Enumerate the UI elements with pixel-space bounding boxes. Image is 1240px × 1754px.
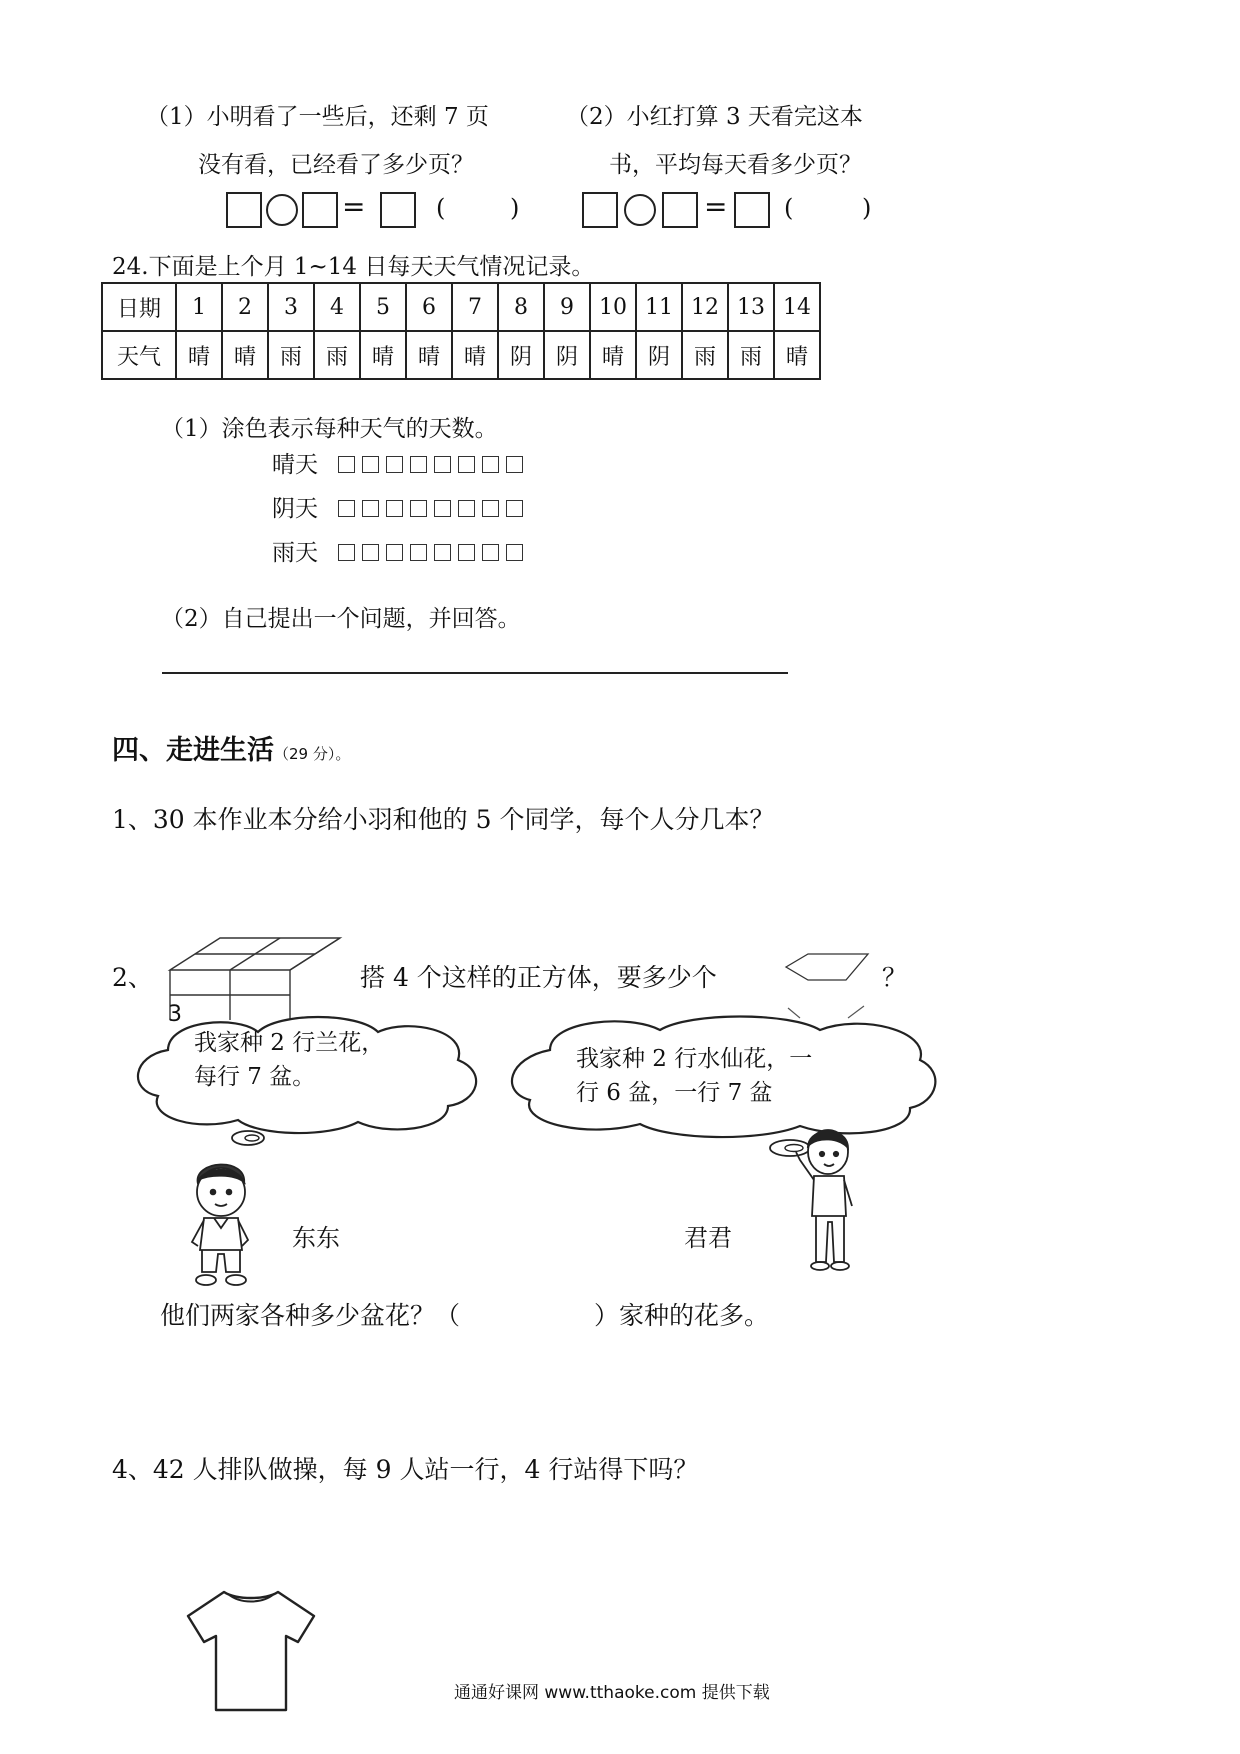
answer-box[interactable] <box>582 192 618 228</box>
table-cell: 晴 <box>360 331 406 379</box>
q24-title: 24.下面是上个月 1~14 日每天天气情况记录。 <box>112 254 595 280</box>
table-cell: 晴 <box>590 331 636 379</box>
table-cell: 3 <box>268 283 314 331</box>
table-cell: 11 <box>636 283 682 331</box>
life-q2-text: 搭 4 个这样的正方体，要多少个 <box>360 963 717 992</box>
section-score: （29 分）。 <box>274 745 351 763</box>
q23-part1-line2: 没有看，已经看了多少页？ <box>198 152 474 178</box>
color-box[interactable] <box>338 500 355 517</box>
cloud-left-line1: 我家种 2 行兰花， <box>194 1030 385 1056</box>
section-title-text: 四、走进生活 <box>112 735 274 766</box>
q24-part1: （1）涂色表示每种天气的天数。 <box>161 416 498 442</box>
color-boxes-rainy <box>338 542 530 561</box>
color-box[interactable] <box>482 544 499 561</box>
section-title <box>112 728 350 767</box>
table-cell: 雨 <box>268 331 314 379</box>
color-boxes-sunny <box>338 454 530 473</box>
table-cell: 阴 <box>544 331 590 379</box>
life-q3-part-b: ）家种的花多。 <box>594 1301 770 1330</box>
color-box[interactable] <box>386 544 403 561</box>
color-box[interactable] <box>458 456 475 473</box>
table-cell: 14 <box>774 283 820 331</box>
footer-source: 通通好课网 www.tthaoke.com 提供下载 <box>454 1683 770 1703</box>
category-rainy: 雨天 <box>272 540 318 566</box>
table-row-dates <box>102 283 820 331</box>
q23-part2-line2: 书，平均每天看多少页？ <box>609 152 862 178</box>
boy-junjun-icon <box>792 1126 862 1276</box>
paren-close: ) <box>862 194 872 222</box>
table-cell: 4 <box>314 283 360 331</box>
table-cell: 晴 <box>452 331 498 379</box>
color-box[interactable] <box>410 544 427 561</box>
color-boxes-cloudy <box>338 498 530 517</box>
answer-blank[interactable] <box>494 1298 594 1326</box>
answer-box[interactable] <box>302 192 338 228</box>
table-cell: 雨 <box>728 331 774 379</box>
color-box[interactable] <box>458 500 475 517</box>
life-q1: 1、30 本作业本分给小羽和他的 5 个同学，每个人分几本？ <box>112 805 775 834</box>
color-box[interactable] <box>458 544 475 561</box>
cloud-left-line2: 每行 7 盆。 <box>194 1064 316 1090</box>
table-cell: 阴 <box>498 331 544 379</box>
table-cell: 晴 <box>222 331 268 379</box>
cloud-right-line1: 我家种 2 行水仙花，一 <box>576 1046 813 1072</box>
q23-part1-line1: （1）小明看了一些后，还剩 7 页 <box>146 104 489 130</box>
color-box[interactable] <box>410 500 427 517</box>
table-cell: 2 <box>222 283 268 331</box>
table-header: 日期 <box>102 283 176 331</box>
q23-part2-line1: （2）小红打算 3 天看完这本 <box>566 104 863 130</box>
table-cell: 12 <box>682 283 728 331</box>
table-row-weather <box>102 331 820 379</box>
table-cell: 晴 <box>774 331 820 379</box>
category-cloudy: 阴天 <box>272 496 318 522</box>
color-box[interactable] <box>506 544 523 561</box>
life-q2-end: ？ <box>882 963 908 992</box>
table-cell: 13 <box>728 283 774 331</box>
color-box[interactable] <box>434 456 451 473</box>
color-box[interactable] <box>482 500 499 517</box>
color-box[interactable] <box>482 456 499 473</box>
operator-circle[interactable] <box>624 194 656 226</box>
answer-line[interactable] <box>162 672 788 674</box>
table-cell: 6 <box>406 283 452 331</box>
cube-digit: 3 <box>168 1002 182 1027</box>
table-cell: 雨 <box>682 331 728 379</box>
table-cell: 9 <box>544 283 590 331</box>
answer-box[interactable] <box>380 192 416 228</box>
rhombus-icon <box>784 950 870 984</box>
answer-box[interactable] <box>226 192 262 228</box>
cloud-right-line2: 行 6 盆，一行 7 盆 <box>576 1080 773 1106</box>
equals-sign: = <box>342 190 366 223</box>
color-box[interactable] <box>386 500 403 517</box>
paren-close: ) <box>510 194 520 222</box>
life-q4: 4、42 人排队做操，每 9 人站一行，4 行站得下吗？ <box>112 1455 699 1484</box>
cube-figure-icon <box>160 930 360 1020</box>
paren-open: ( <box>784 194 794 222</box>
color-box[interactable] <box>338 544 355 561</box>
table-cell: 阴 <box>636 331 682 379</box>
table-cell: 晴 <box>406 331 452 379</box>
name-junjun: 君君 <box>684 1224 732 1252</box>
tshirt-icon <box>184 1586 318 1716</box>
color-box[interactable] <box>362 544 379 561</box>
answer-box[interactable] <box>734 192 770 228</box>
name-dongdong: 东东 <box>292 1224 340 1252</box>
color-box[interactable] <box>506 500 523 517</box>
table-cell: 10 <box>590 283 636 331</box>
color-box[interactable] <box>362 456 379 473</box>
life-q2-label: 2、 <box>112 963 153 992</box>
table-cell: 雨 <box>314 331 360 379</box>
table-cell: 7 <box>452 283 498 331</box>
category-sunny: 晴天 <box>272 452 318 478</box>
equals-sign: = <box>704 190 728 223</box>
color-box[interactable] <box>338 456 355 473</box>
table-cell: 8 <box>498 283 544 331</box>
color-box[interactable] <box>434 544 451 561</box>
table-cell: 5 <box>360 283 406 331</box>
weather-table <box>101 282 821 380</box>
table-header: 天气 <box>102 331 176 379</box>
life-q3-part-a: 他们两家各种多少盆花？（ <box>160 1301 461 1330</box>
table-cell: 1 <box>176 283 222 331</box>
color-box[interactable] <box>410 456 427 473</box>
color-box[interactable] <box>434 500 451 517</box>
paren-open: ( <box>436 194 446 222</box>
color-box[interactable] <box>386 456 403 473</box>
answer-box[interactable] <box>662 192 698 228</box>
table-cell: 晴 <box>176 331 222 379</box>
color-box[interactable] <box>506 456 523 473</box>
color-box[interactable] <box>362 500 379 517</box>
boy-dongdong-icon <box>178 1162 262 1290</box>
q24-part2: （2）自己提出一个问题，并回答。 <box>161 606 521 632</box>
operator-circle[interactable] <box>266 194 298 226</box>
